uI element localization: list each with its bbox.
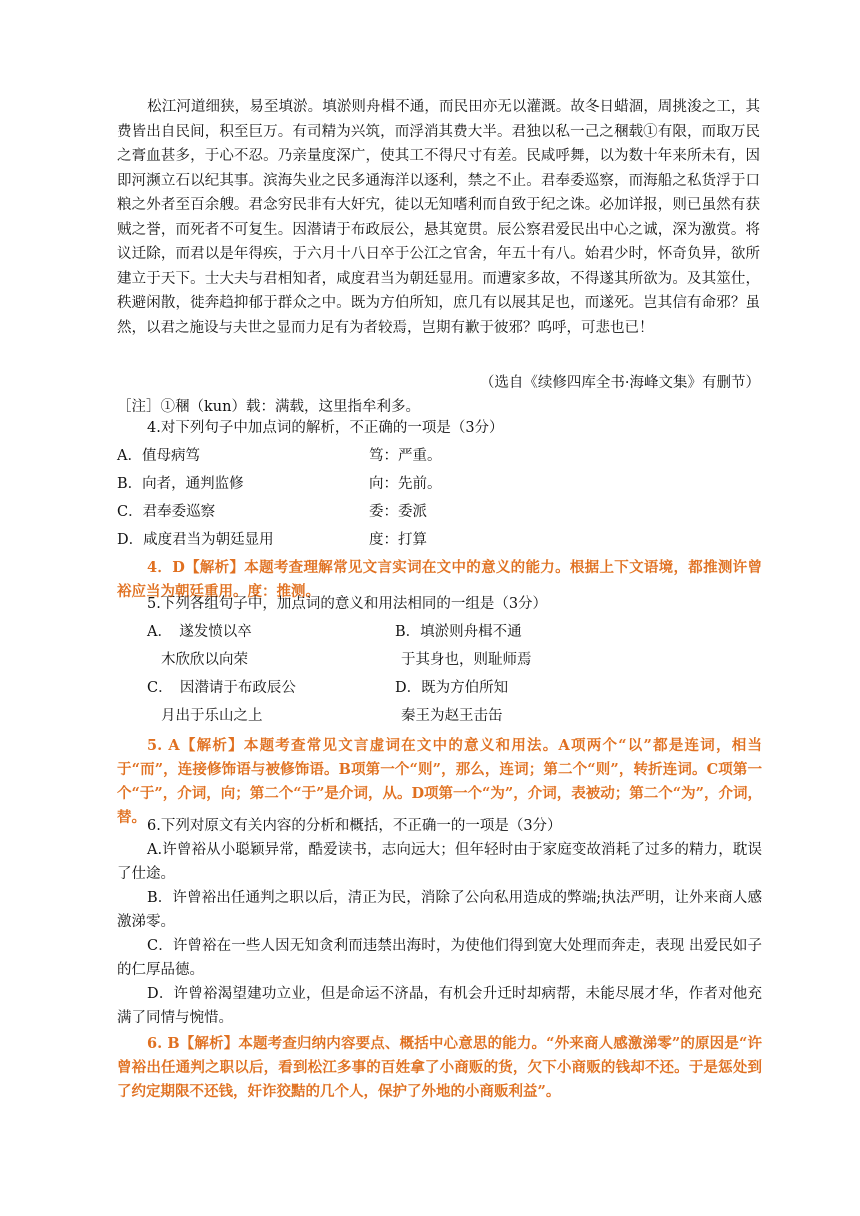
passage-source: （选自《续修四库全书·海峰文集》有删节） bbox=[479, 375, 760, 391]
question-6-option-d: D．许曾裕渴望建功立业，但是命运不济晶，有机会升迁时却病帮，未能尽展才华，作者对他充满了同情与惋惜。 bbox=[117, 986, 762, 1026]
question-4-option-a: A．值母病笃 笃：严重。 bbox=[117, 447, 442, 464]
question-5-answer: 5. A【解析】本题考查常见文言虚词在文中的意义和用法。A项两个“以”都是连词，相当于“而”，连接修饰语与被修饰语。B项第一个“则”，那么，连词；第二个“则”，转折连词。C项第一个“于”，介词，向；第二个“于”是介词，从。D项第一个“为”，介词，表被动；第二个“为”，介词，替。 bbox=[117, 737, 762, 826]
question-4-option-b: B．向者，通判监修 向：先前。 bbox=[117, 475, 442, 492]
question-5-title: 5.下列各组句子中，加点词的意义和用法相同的一组是（3分） bbox=[147, 596, 548, 612]
question-6-title: 6.下列对原文有关内容的分析和概括，不正确一的一项是（3分） bbox=[147, 818, 562, 834]
question-4-title: 4.对下列句子中加点词的解析，不正确的一项是（3分） bbox=[147, 420, 504, 436]
question-5-row-2: 木欣欣以向荣 于其身也，则耻师焉 bbox=[161, 651, 532, 668]
question-6-option-c: C．许曾裕在一些人因无知贪利而违禁出海时，为使他们得到宽大处理而奔走，表现 出爱民如子的仁厚品德。 bbox=[117, 938, 762, 978]
question-4-answer: 4．D【解析】本题考查理解常见文言实词在文中的意义的能力。根据上下文语境，都推测许曾裕应当为朝廷重用。度：推测。 bbox=[117, 559, 762, 600]
question-5-row-4: 月出于乐山之上 秦王为赵王击缶 bbox=[161, 707, 503, 724]
question-4-option-d: D．咸度君当为朝廷显用 度：打算 bbox=[117, 531, 427, 548]
question-6-option-a: A.许曾裕从小聪颖异常，酷爱读书，志向远大；但年轻时由于家庭变故消耗了过多的精力，耽误了仕途。 bbox=[117, 842, 762, 882]
question-6-option-b: B．许曾裕出任通判之职以后，清正为民，消除了公向私用造成的弊端;执法严明，让外来商人感激涕零。 bbox=[117, 890, 762, 930]
question-5-row-1: A． 遂发愤以卒 B．填淤则舟楫不通 bbox=[147, 623, 522, 640]
question-4 bbox=[117, 416, 762, 604]
question-5-row-3: C． 因潜请于布政辰公 D．既为方伯所知 bbox=[147, 679, 509, 696]
passage-text: 松江河道细狭，易至填淤。填淤则舟楫不通，而民田亦无以灌溉。故冬日蜡涸，周挑浚之工，其费皆出自民间，积至巨万。有司精为兴筑，而浮消其费大半。君独以私一己之稛载①有限，而取万民之膏血甚多，于心不忍。乃亲量度深广，使其工不得尺寸有差。民咸呼舞，以为数十年来所未有，因即河濒立石以纪其事。滨海失业之民多通海洋以逐利，禁之不止。君奉委巡察，而海船之私货浮于口粮之外者至百余艘。君念穷民非有大奸宄，徒以无知嗜利而自致于纪之诛。必加详报，则已虽然有获贼之誉，而死者不可复生。因潜请于布政辰公，悬其宽贯。辰公察君爱民出中心之诚，深为激赏。将议迁除，而君以是年得疾，于六月十八日卒于公江之官舍，年五十有八。始君少时，怀奇负异，欲所建立于天下。士大夫与君相知者，咸度君当为朝廷显用。而遭家多故，不得遂其所欲为。及其筮仕，秩避闲散，徙奔趋抑郁于群众之中。既为方伯所知，庶几有以展其足也，而遂死。岂其信有命邪？虽然，以君之施设与夫世之显而力足有为者较焉，岂期有歉于彼邪？呜呼，可悲也已！ bbox=[117, 99, 760, 336]
passage-note: ［注］①稛（kun）载：满载，这里指牟利多。 bbox=[117, 399, 420, 415]
question-4-option-c: C．君奉委巡察 委：委派 bbox=[117, 503, 427, 520]
question-6 bbox=[117, 814, 762, 1104]
question-5 bbox=[117, 592, 762, 830]
question-6-answer: 6. B【解析】本题考查归纳内容要点、概括中心意思的能力。“外来商人感激涕零”的原因是“许曾裕出任通判之职以后，看到松江多事的百姓拿了小商贩的货，欠下小商贩的钱却不还。于是惩处到了约定期限不还钱，奸诈狡黠的几个人，保护了外地的小商贩利益”。 bbox=[117, 1035, 762, 1100]
